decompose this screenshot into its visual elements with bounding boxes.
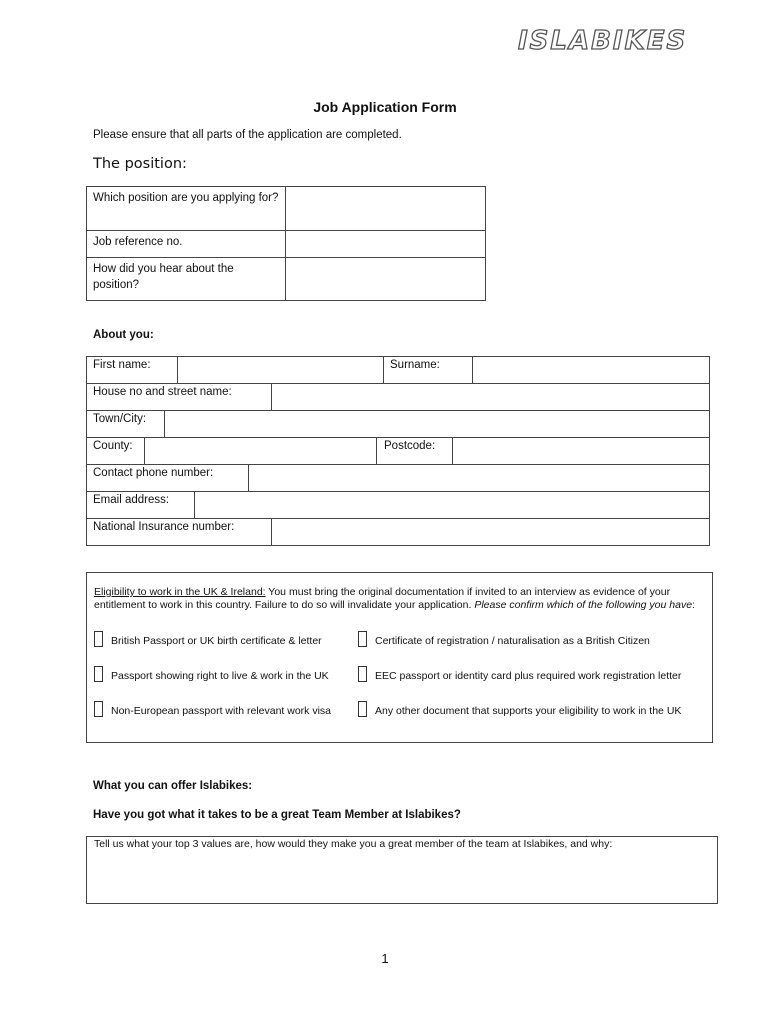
eligibility-option[interactable]: British Passport or UK birth certificate & letter [94,631,344,648]
house-street-label: House no and street name: [93,386,232,398]
county-label: County: [93,440,133,452]
values-textarea[interactable] [86,836,718,904]
page-number: 1 [381,951,389,966]
page-title: Job Application Form [313,99,457,115]
job-reference-label: Job reference no. [87,231,286,258]
email-field[interactable] [195,492,709,518]
islabikes-logo: ISLABIKES [518,26,688,56]
surname-field[interactable] [473,357,709,383]
position-label: Which position are you applying for? [87,187,286,231]
intro-text: Please ensure that all parts of the application are completed. [93,129,402,141]
values-prompt: Tell us what your top 3 values are, how would they make you a great member of the team at Islabikes, and why: [94,838,613,850]
hear-about-field[interactable] [286,258,486,301]
hear-about-label: How did you hear about the position? [87,258,286,301]
surname-label: Surname: [390,359,440,371]
position-field[interactable] [286,187,486,231]
eligibility-heading: Eligibility to work in the UK & Ireland: [94,586,266,598]
checkbox[interactable] [358,631,367,647]
phone-field[interactable] [249,465,709,491]
job-reference-field[interactable] [286,231,486,258]
offer-heading: What you can offer Islabikes: [93,780,253,792]
about-table [86,356,710,546]
checkbox[interactable] [94,666,103,682]
town-city-field[interactable] [165,411,709,437]
ni-label: National Insurance number: [93,521,235,533]
first-name-label: First name: [93,359,151,371]
team-heading: Have you got what it takes to be a great Team Member at Islabikes? [93,809,461,821]
eligibility-option[interactable]: Any other document that supports your eligibility to work in the UK [358,701,703,718]
county-field[interactable] [145,438,376,464]
position-table [86,186,486,301]
eligibility-option[interactable]: EEC passport or identity card plus required work registration letter [358,666,698,683]
ni-field[interactable] [272,519,709,545]
eligibility-option[interactable]: Passport showing right to live & work in the UK [94,666,344,683]
checkbox[interactable] [358,666,367,682]
eligibility-instruction: Please confirm which of the following you have [474,598,693,611]
checkbox[interactable] [358,701,367,717]
eligibility-option[interactable]: Certificate of registration / naturalisation as a British Citizen [358,631,698,648]
checkbox[interactable] [94,631,103,647]
eligibility-option[interactable]: Non-European passport with relevant work visa [94,701,344,718]
postcode-label: Postcode: [384,440,436,452]
first-name-field[interactable] [178,357,383,383]
eligibility-box [86,572,713,743]
checkbox[interactable] [94,701,103,717]
email-label: Email address: [93,494,170,506]
position-heading: The position: [93,156,187,172]
postcode-field[interactable] [453,438,709,464]
phone-label: Contact phone number: [93,467,214,479]
about-heading: About you: [93,329,154,341]
town-city-label: Town/City: [93,413,147,425]
eligibility-text: Eligibility to work in the UK & Ireland: You must bring the original documentation if invited to an interview as evidence of your entitlement to work in this country. Failure to do so will invalidate your application. Please confirm which of the following you have: [94,586,695,611]
house-street-field[interactable] [272,384,709,410]
